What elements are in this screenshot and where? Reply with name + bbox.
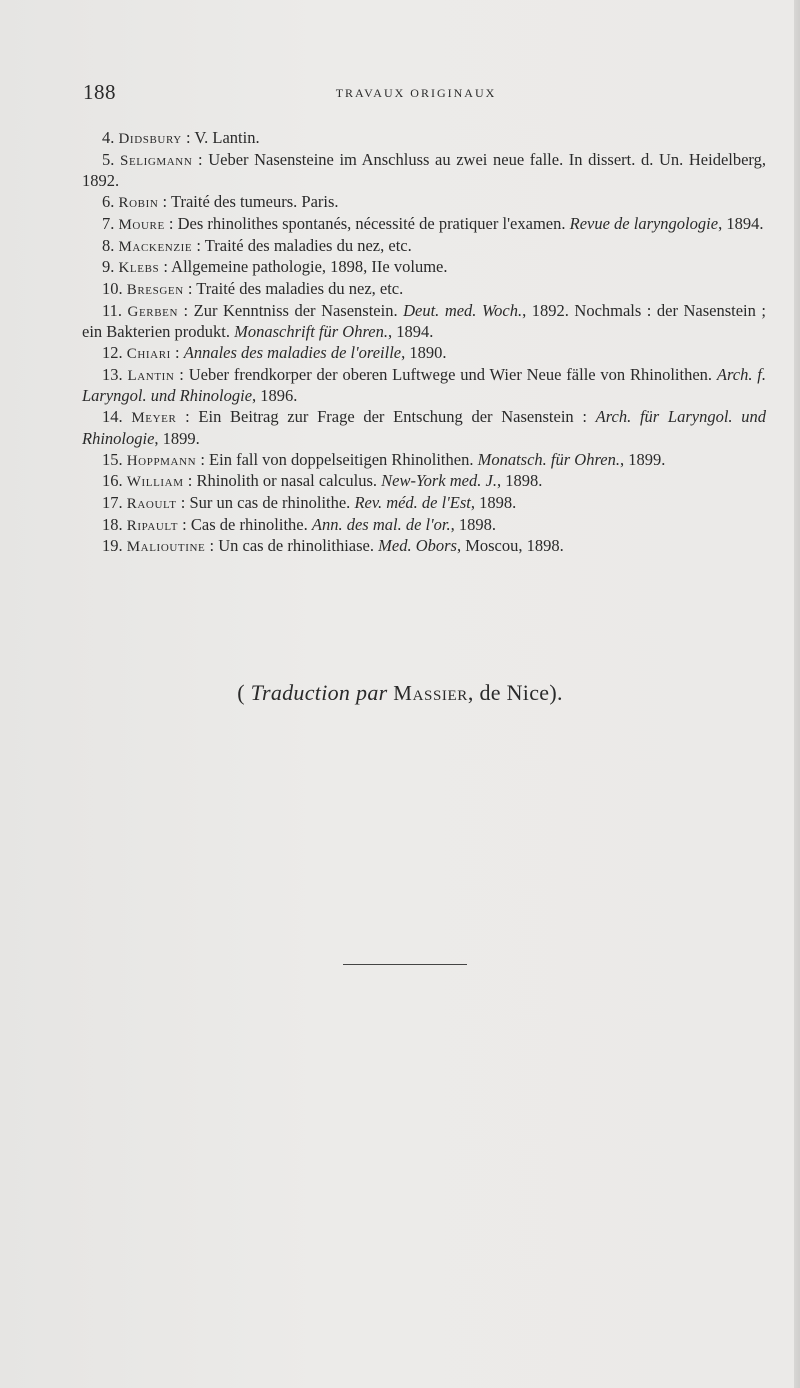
reference-separator: : (181, 128, 195, 147)
reference-entry (82, 128, 766, 150)
reference-text: Sur un cas de rhinolithe. (189, 492, 355, 512)
reference-separator: : (205, 536, 219, 556)
reference-text: , 1899. (154, 428, 200, 448)
reference-list (82, 128, 766, 558)
reference-text: Ueber frendkorper der oberen Luftwege und Wier Neue fälle von Rhinolithen. (188, 364, 717, 384)
reference-entry (82, 192, 766, 214)
reference-journal: Arch. f. Laryngol. und Rhinologie (82, 364, 767, 406)
reference-entry (82, 343, 766, 365)
reference-text: Ein fall von doppelseitigen Rhinolithen. (209, 449, 478, 469)
reference-text: Traité des tumeurs. Paris. (170, 192, 339, 212)
reference-text: , 1899. (619, 449, 666, 469)
reference-author: Gerben (127, 303, 179, 320)
reference-separator: : (174, 364, 189, 384)
reference-number: 16. (102, 471, 123, 491)
reference-text: Cas de rhinolithe. (190, 514, 312, 534)
reference-entry (82, 301, 766, 343)
reference-number: 6. (102, 192, 115, 212)
reference-journal: Deut. med. Woch. (403, 300, 523, 320)
reference-author: Malioutine (126, 539, 206, 556)
reference-separator: : (183, 278, 197, 298)
reference-author: Chiari (126, 346, 171, 363)
reference-author: Klebs (118, 260, 160, 277)
reference-entry (82, 536, 766, 558)
reference-number: 12. (102, 343, 123, 363)
reference-number: 13. (102, 364, 123, 384)
reference-separator: : (176, 407, 199, 427)
reference-number: 8. (102, 235, 115, 255)
reference-author: Mackenzie (118, 238, 193, 255)
reference-entry (82, 407, 766, 449)
reference-text: Des rhinolithes spontanés, nécessité de pratiquer l'examen. (177, 213, 570, 233)
reference-number: 15. (102, 449, 123, 469)
reference-text: , 1890. (401, 343, 447, 363)
reference-separator: : (158, 192, 171, 212)
reference-text: V. Lantin. (194, 128, 260, 147)
running-title: TRAVAUX ORIGINAUX (335, 86, 497, 100)
horizontal-rule (343, 964, 467, 965)
reference-author: Bresgen (126, 281, 184, 298)
reference-text: Allgemeine pathologie, 1898, IIe volume. (171, 257, 448, 277)
reference-text: , 1892. Nochmals : der Nasenstein ; ein Bakterien produkt. (82, 300, 766, 342)
reference-text: , 1898. (470, 492, 517, 512)
reference-separator: : (196, 449, 210, 469)
reference-text: Traité des maladies du nez, etc. (204, 235, 412, 255)
reference-entry (82, 493, 766, 515)
reference-number: 11. (102, 300, 123, 320)
reference-author: Lantin (127, 367, 175, 384)
reference-author: Seligmann (120, 152, 193, 169)
reference-entry (82, 471, 766, 493)
reference-text: Ein Beitrag zur Frage der Entschung der Nasenstein : (198, 407, 596, 427)
reference-separator: : (176, 492, 190, 512)
reference-journal: Arch. für Laryngol. und Rhinologie (82, 407, 766, 448)
reference-author: Didsbury (118, 131, 182, 147)
reference-journal: Annales des maladies de l'oreille (183, 343, 402, 363)
reference-author: Hoppmann (126, 452, 197, 469)
credit-label: Traduction par (250, 680, 388, 705)
reference-entry (82, 279, 766, 301)
reference-number: 14. (102, 407, 123, 427)
reference-journal: Monaschrift für Ohren. (234, 322, 388, 342)
reference-author: Meyer (131, 410, 177, 427)
reference-text: Un cas de rhinolithiase. (218, 536, 379, 556)
reference-separator: : (178, 300, 194, 320)
reference-text: , 1894. (387, 322, 434, 342)
reference-text: Zur Kenntniss der Nasenstein. (193, 300, 404, 320)
reference-text: , 1898. (496, 471, 543, 491)
reference-separator: : (170, 343, 184, 363)
reference-text: , 1894. (718, 213, 764, 233)
page-header (80, 80, 752, 110)
reference-number: 4. (102, 128, 115, 147)
reference-journal: Ann. des mal. de l'or. (311, 514, 451, 534)
credit-rest: , de Nice). (467, 680, 563, 705)
reference-author: William (126, 474, 184, 491)
reference-journal: Monatsch. für Ohren. (477, 449, 620, 469)
reference-separator: : (159, 257, 172, 277)
reference-author: Moure (118, 216, 165, 233)
page-number: 188 (83, 80, 116, 104)
translator-name: Massier (393, 681, 468, 705)
reference-separator: : (178, 514, 191, 534)
reference-number: 5. (102, 149, 115, 169)
reference-number: 10. (102, 278, 123, 298)
reference-entry (82, 214, 766, 236)
reference-separator: : (164, 213, 178, 233)
reference-text: Traité des maladies du nez, etc. (196, 278, 404, 298)
reference-author: Robin (118, 195, 159, 212)
reference-entry (82, 150, 766, 192)
reference-text: , Moscou, 1898. (456, 536, 564, 556)
reference-author: Ripault (126, 517, 179, 534)
reference-entry (82, 515, 766, 537)
reference-journal: Rev. méd. de l'Est (354, 492, 471, 512)
reference-number: 18. (102, 514, 123, 534)
reference-entry (82, 365, 766, 407)
translation-credit (0, 680, 800, 706)
reference-text: , 1896. (252, 386, 298, 406)
reference-entry (82, 236, 766, 258)
reference-text: Rhinolith or nasal calculus. (196, 471, 382, 491)
reference-separator: : (183, 471, 197, 491)
reference-author: Raoult (126, 495, 177, 512)
reference-number: 19. (102, 536, 123, 556)
reference-separator: : (192, 235, 205, 255)
reference-journal: New-York med. J. (381, 471, 497, 491)
reference-journal: Revue de laryngologie (569, 213, 719, 233)
reference-text: , 1898. (450, 514, 496, 534)
reference-entry (82, 257, 766, 279)
reference-entry (82, 450, 766, 472)
reference-number: 7. (102, 213, 115, 233)
reference-journal: Med. Obors (378, 536, 457, 556)
reference-number: 17. (102, 492, 123, 512)
credit-open: ( (237, 680, 251, 705)
reference-text: Ueber Nasensteine im Anschluss au zwei neue falle. In dissert. d. Un. Heidelberg, 1892. (82, 149, 766, 191)
reference-number: 9. (102, 257, 115, 277)
reference-separator: : (192, 149, 209, 169)
